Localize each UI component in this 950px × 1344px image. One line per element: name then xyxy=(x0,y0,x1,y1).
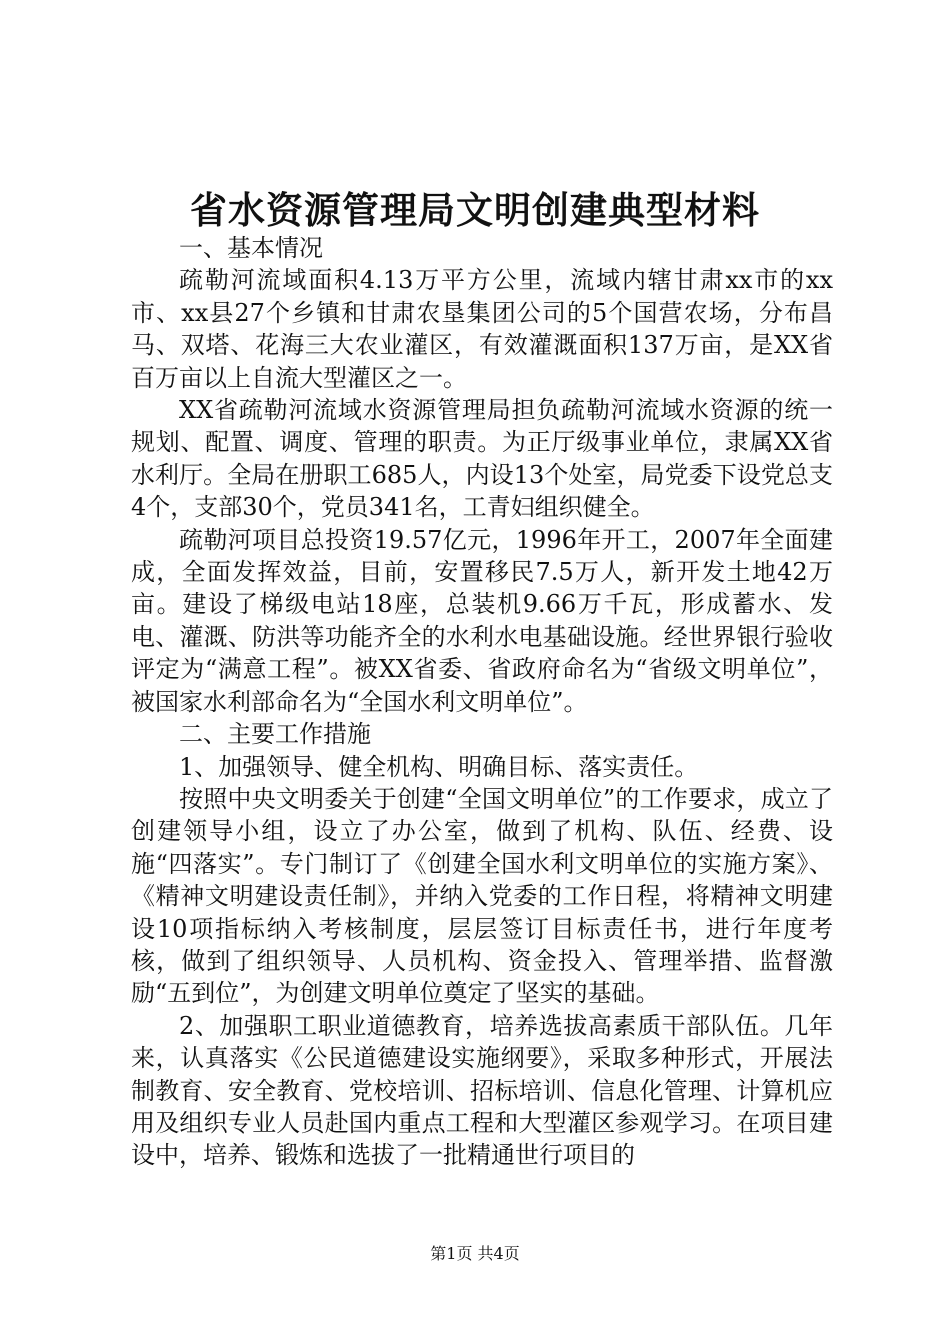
paragraph: 按照中央文明委关于创建“全国文明单位”的工作要求，成立了创建领导小组，设立了办公室，做到了机构、队伍、经费、设施“四落实”。专门制订了《创建全国水利文明单位的实施方案》、《精神文明建设责任制》，并纳入党委的工作日程，将精神文明建设10项指标纳入考核制度，层层签订目标责任书，进行年度考核，做到了组织领导、人员机构、资金投入、管理举措、监督激励“五到位”，为创建文明单位奠定了坚实的基础。 xyxy=(131,784,833,1008)
paragraph: XX省疏勒河流域水资源管理局担负疏勒河流域水资源的统一规划、配置、调度、管理的职责。为正厅级事业单位，隶属XX省水利厅。全局在册职工685人，内设13个处室，局党委下设党总支4个，支部30个，党员341名，工青妇组织健全。 xyxy=(131,396,833,522)
subheading: 1、加强领导、健全机构、明确目标、落实责任。 xyxy=(179,752,699,781)
paragraph: 2、加强职工职业道德教育，培养选拔高素质干部队伍。几年来，认真落实《公民道德建设实施纲要》，采取多种形式，开展法制教育、安全教育、党校培训、招标培训、信息化管理、计算机应用及组织专业人员赴国内重点工程和大型灌区参观学习。在项目建设中，培养、锻炼和选拔了一批精通世行项目的 xyxy=(131,1011,833,1170)
section-heading-basic-info: 一、基本情况 xyxy=(179,234,323,262)
paragraph: 疏勒河流域面积4.13万平方公里，流域内辖甘肃xx市的xx市、xx县27个乡镇和甘肃农垦集团公司的5个国营农场，分布昌马、双塔、花海三大农业灌区，有效灌溉面积137万亩，是XX省百万亩以上自流大型灌区之一。 xyxy=(131,266,833,392)
paragraph: 疏勒河项目总投资19.57亿元，1996年开工，2007年全面建成，全面发挥效益，目前，安置移民7.5万人，新开发土地42万亩。建设了梯级电站18座，总装机9.66万千瓦，形成蓄水、发电、灌溉、防洪等功能齐全的水利水电基础设施。经世界银行验收评定为“满意工程”。被XX省委、省政府命名为“省级文明单位”，被国家水利部命名为“全国水利文明单位”。 xyxy=(131,525,833,716)
section-heading-measures: 二、主要工作措施 xyxy=(179,720,371,749)
document-body xyxy=(131,232,833,1172)
document-title: 省水资源管理局文明创建典型材料 xyxy=(190,188,760,232)
page-footer: 第1页 共4页 xyxy=(430,1244,520,1263)
